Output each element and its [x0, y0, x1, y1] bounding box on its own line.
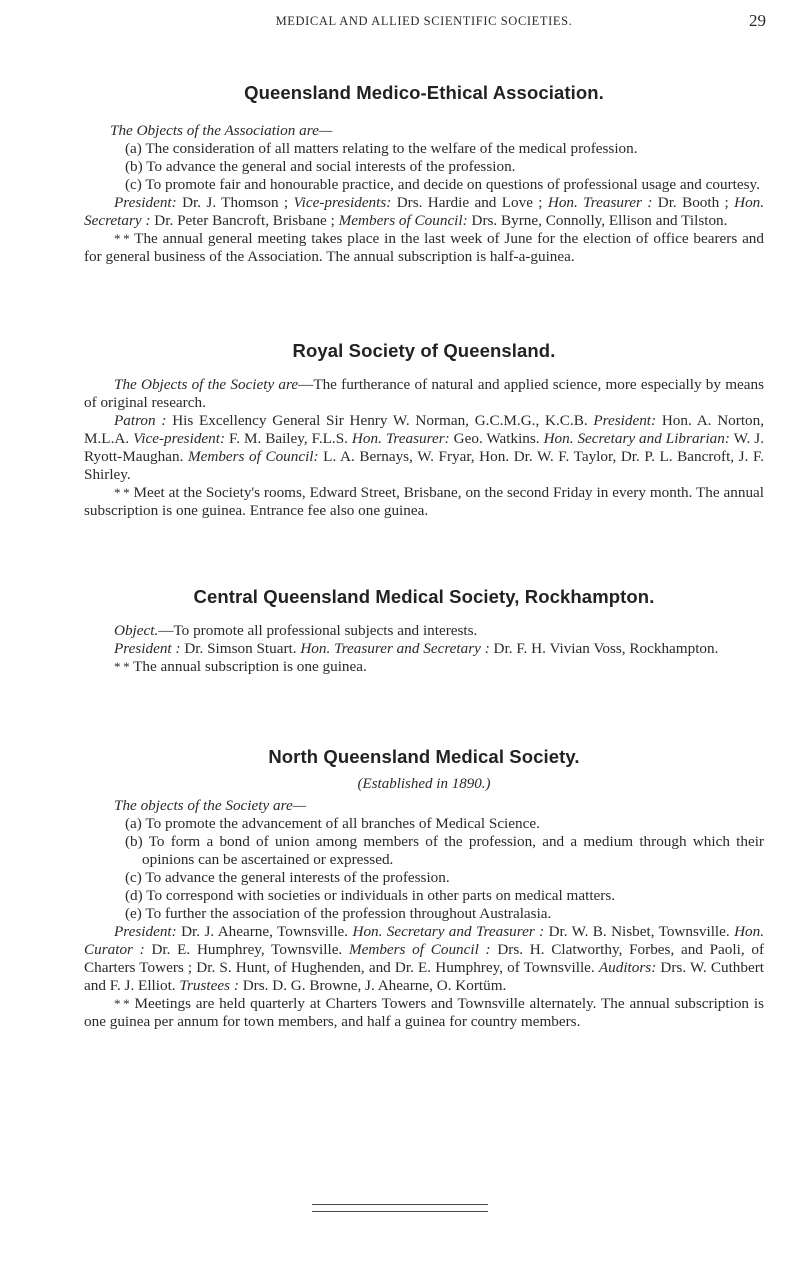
running-title: MEDICAL AND ALLIED SCIENTIFIC SOCIETIES.: [275, 14, 573, 28]
officers-paragraph: President: Dr. J. Thomson ; Vice-presidents: Drs. Hardie and Love ; Hon. Treasurer : Dr. Booth ; Hon. Secretary : Dr. Peter Bancroft, Brisbane ; Members of Council: Drs. Byrne, Connolly, Ellison and Tilston.: [84, 194, 765, 229]
object-item: (a) The consideration of all matters relating to the welfare of the medical profession.: [125, 140, 638, 157]
running-head: [84, 11, 766, 40]
objects-paragraph: The Objects of the Society are—The furtherance of natural and applied science, more especially by means of original research.: [84, 376, 764, 411]
object-item: (c) To advance the general interests of the profession.: [125, 869, 450, 886]
objects-intro: The Objects of the Association are—: [110, 122, 333, 139]
section-heading: Queensland Medico-Ethical Association.: [244, 82, 604, 103]
officers-paragraph: Patron : His Excellency General Sir Henry W. Norman, G.C.M.G., K.C.B. President: Hon. A. Norton, M.L.A. Vice-president: F. M. Bailey, F.L.S. Hon. Treasurer: Geo. Watkins. Hon. Secretary and Librarian: W. J. Ryott-Maughan. Members of Council: L. A. Bernays, W. Fryar, Hon. Dr. W. F. Taylor, Dr. P. L. Bancroft, J. F. Shirley.: [84, 412, 765, 483]
object-item: (c) To promote fair and honourable practice, and decide on questions of professional usage and courtesy.: [125, 176, 760, 193]
note-paragraph: * * The annual subscription is one guinea.: [114, 658, 367, 675]
section-central-queensland: [84, 586, 764, 676]
officers-paragraph: President: Dr. J. Ahearne, Townsville. Hon. Secretary and Treasurer : Dr. W. B. Nisbet, Townsville. Hon. Curator : Dr. E. Humphrey, Townsville. Members of Council : Drs. H. Clatworthy, Forbes, and Paoli, of Charters Towers ; Dr. S. Hunt, of Hughenden, and Dr. E. Humphrey, of Townsville. Auditors: Drs. W. Cuthbert and F. J. Elliot. Trustees : Drs. D. G. Browne, J. Ahearne, O. Kortüm.: [84, 923, 765, 994]
established-note: (Established in 1890.): [357, 776, 491, 792]
section-queensland-medico-ethical: [84, 82, 764, 266]
object-item: (a) To promote the advancement of all branches of Medical Science.: [125, 815, 540, 832]
object-item: (b) To advance the general and social interests of the profession.: [125, 158, 516, 175]
object-item: (e) To further the association of the profession throughout Australasia.: [125, 905, 552, 922]
officers-paragraph: President : Dr. Simson Stuart. Hon. Treasurer and Secretary : Dr. F. H. Vivian Voss, Rockhampton.: [114, 640, 719, 657]
note-paragraph: * * Meet at the Society's rooms, Edward Street, Brisbane, on the second Friday in every month. The annual subscription is one guinea. Entrance fee also one guinea.: [84, 484, 765, 519]
objects-intro: The objects of the Society are—: [114, 797, 307, 814]
section-heading: Royal Society of Queensland.: [292, 340, 556, 361]
note-paragraph: * * Meetings are held quarterly at Charters Towers and Townsville alternately. The annual subscription is one guinea per annum for town members, and half a guinea for country members.: [84, 995, 764, 1030]
note-paragraph: * * The annual general meeting takes place in the last week of June for the election of office bearers and for general business of the Association. The annual subscription is half-a-guinea.: [84, 230, 764, 265]
object-item: (b) To form a bond of union among members of the profession, and a medium through which their opinions can be ascertained or expressed.: [125, 833, 764, 868]
section-royal-society: [84, 340, 764, 520]
section-heading: North Queensland Medical Society.: [268, 746, 580, 767]
section-north-queensland: [84, 746, 764, 1031]
closing-double-rule: [312, 1204, 488, 1212]
page-number: 29: [749, 11, 766, 30]
section-heading: Central Queensland Medical Society, Rockhampton.: [193, 586, 655, 607]
object-item: (d) To correspond with societies or individuals in other parts on medical matters.: [125, 887, 616, 904]
object-paragraph: Object.—To promote all professional subjects and interests.: [114, 622, 478, 639]
